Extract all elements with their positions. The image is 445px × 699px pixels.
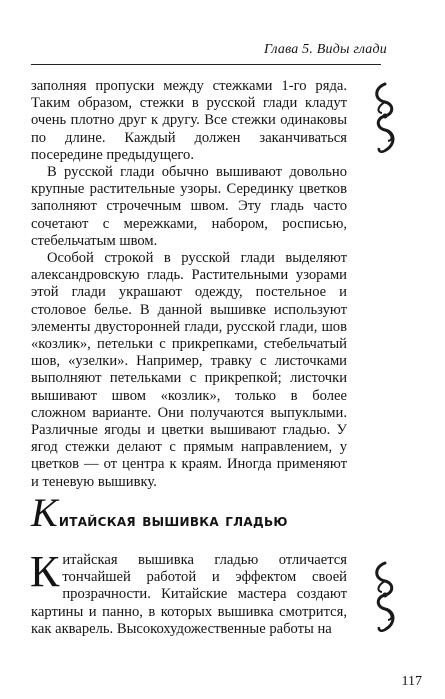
paragraph — [30, 547, 347, 638]
paragraph: В русской глади обычно вышивают довольно крупные растительные узоры. Серединку цветков заполняют строчечным швом. Эту гладь часто сочетают с мережками, набором, росписью, стебельчатым швом. — [31, 164, 347, 249]
paragraph-text: итайская вышивка гладью отличается тончайшей работой и эффектом своей прозрачности. Китайские мастера создают картины и панно, в которых вышивка смотрится, как акварель. Высокохудожественные работы на — [31, 552, 347, 637]
running-header: Глава 5. Виды глади — [263, 42, 387, 57]
paragraph: Особой строкой в русской глади выделяют александровскую гладь. Растительными узорами этой глади украшают одежду, постельное и столовое белье. В данной вышивке используют элементы двусторонней глади, русской глади, шов «козлик», петельки с прикрепками, стебельчатый шов, «узелки». Например, травку с листочками выполняют петельками с прикрепкой; листочки вышивают швом «козлик», только в более сложном варианте. Они получаются выпуклыми. Различные ягоды и цветки вышивают гладью. У ягод стежки делают с прямым направлением, у цветков — от центра к краям. Иногда применяют и теневую вышивку. — [31, 250, 347, 490]
header-rule — [31, 64, 381, 65]
section-heading-text: итайская вышивка гладью — [58, 511, 288, 531]
body-text-top — [31, 78, 347, 491]
flourish-ornament-icon — [368, 82, 402, 154]
page-number: 117 — [401, 674, 422, 689]
flourish-ornament-icon — [368, 561, 402, 633]
body-text-bottom — [30, 547, 347, 638]
section-heading — [31, 490, 288, 535]
drop-cap: К — [30, 547, 60, 596]
paragraph: заполняя пропуски между стежками 1-го ряда. Таким образом, стежки в русской глади кладут очень плотно друг к другу. Все стежки одинаковы по длине. Каждый должен заканчиваться посередине предыдущего. — [31, 78, 347, 163]
section-heading-initial: К — [31, 490, 58, 535]
